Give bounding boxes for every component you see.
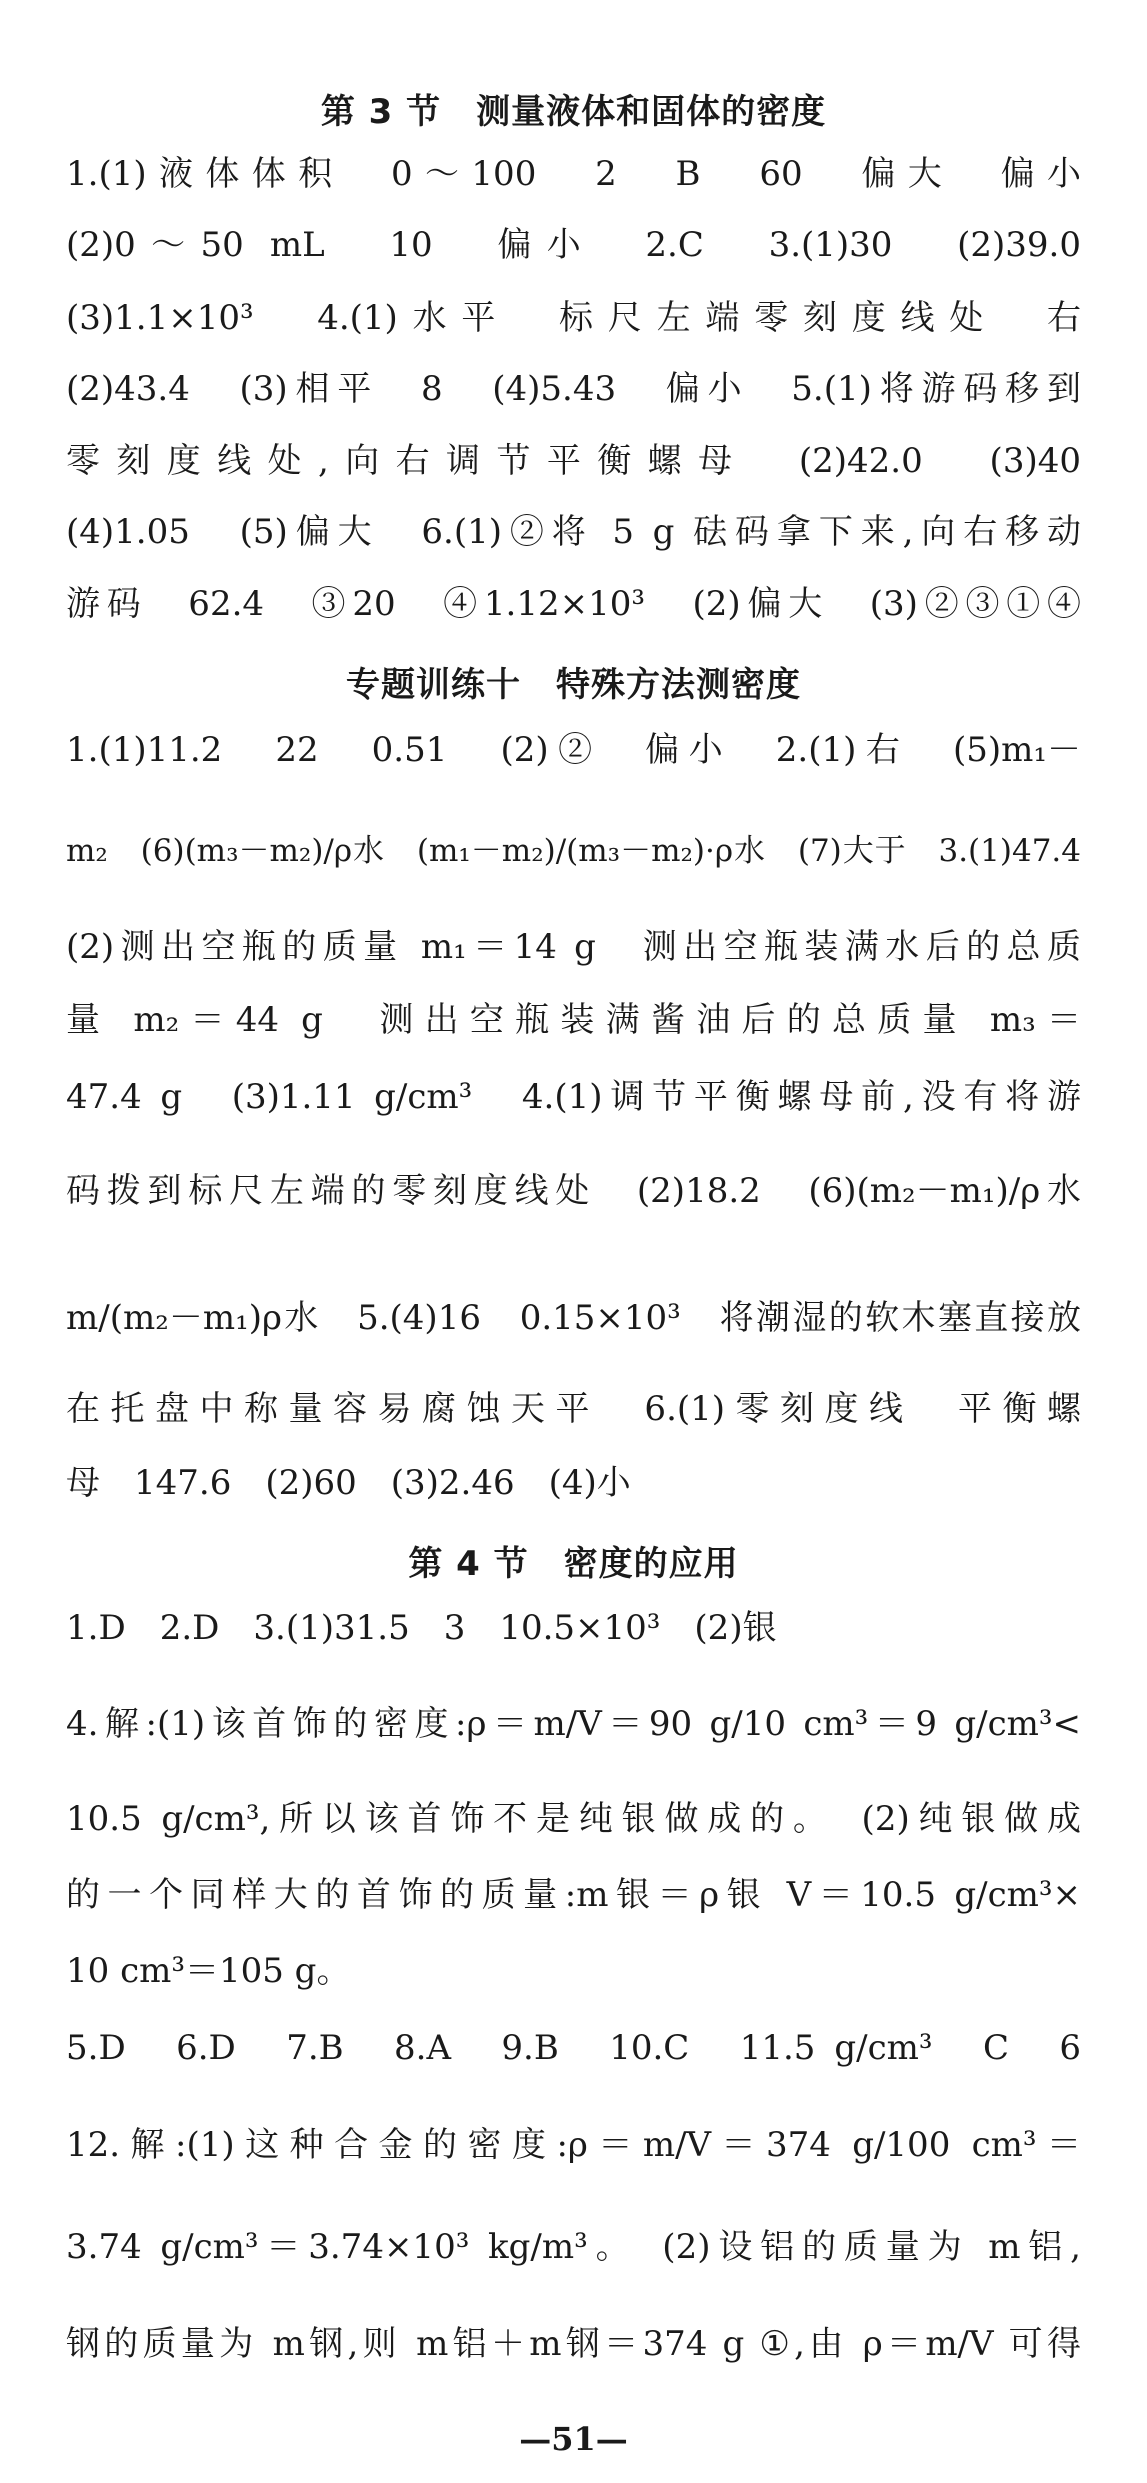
text-line: 1.(1)11.2 22 0.51 (2)② 偏小 2.(1)右 (5)m₁－ (66, 730, 1081, 770)
text-line: (2)0～50 mL 10 偏小 2.C 3.(1)30 (2)39.0 (66, 225, 1081, 265)
text-line: 码拨到标尺左端的零刻度线处 (2)18.2 (6)(m₂－m₁)/ρ水 (66, 1171, 1081, 1211)
text-line: m₂ (6)(m₃－m₂)/ρ水 (m₁－m₂)/(m₃－m₂)·ρ水 (7)大于 3.(1)47.4 (66, 833, 1081, 869)
text-line: (3)1.1×10³ 4.(1)水平 标尺左端零刻度线处 右 (66, 298, 1081, 338)
text-line: m/(m₂－m₁)ρ水 5.(4)16 0.15×10³ 将潮湿的软木塞直接放 (66, 1298, 1081, 1338)
page-number: —51— (519, 2420, 628, 2458)
text-line: 10 cm³＝105 g。 (66, 1951, 351, 1991)
section-heading-1: 第 3 节 测量液体和固体的密度 (320, 92, 827, 132)
section-heading-2: 专题训练十 特殊方法测密度 (346, 665, 801, 705)
text-line: 12.解:(1)这种合金的密度:ρ＝m/V＝374 g/100 cm³＝ (66, 2125, 1081, 2165)
text-line: 1.(1)液体体积 0～100 2 B 60 偏大 偏小 (66, 154, 1081, 194)
text-line: 母 147.6 (2)60 (3)2.46 (4)小 (66, 1463, 631, 1503)
text-line: 游码 62.4 ③20 ④1.12×10³ (2)偏大 (3)②③①④ (66, 584, 1081, 624)
text-line: 的一个同样大的首饰的质量:m银＝ρ银 V＝10.5 g/cm³× (66, 1875, 1081, 1915)
text-line: 量 m₂＝44 g 测出空瓶装满酱油后的总质量 m₃＝ (66, 1000, 1081, 1040)
text-line: 在托盘中称量容易腐蚀天平 6.(1)零刻度线 平衡螺 (66, 1389, 1081, 1429)
text-line: 1.D 2.D 3.(1)31.5 3 10.5×10³ (2)银 (66, 1608, 777, 1648)
text-line: (2)测出空瓶的质量 m₁＝14 g 测出空瓶装满水后的总质 (66, 927, 1081, 967)
section-heading-3: 第 4 节 密度的应用 (408, 1544, 739, 1584)
text-line: 钢的质量为 m钢,则 m铝＋m钢＝374 g ①,由 ρ＝m/V 可得 (66, 2324, 1081, 2364)
text-line: 10.5 g/cm³,所以该首饰不是纯银做成的。 (2)纯银做成 (66, 1799, 1081, 1839)
text-line: 4.解:(1)该首饰的密度:ρ＝m/V＝90 g/10 cm³＝9 g/cm³< (66, 1704, 1081, 1744)
text-line: (2)43.4 (3)相平 8 (4)5.43 偏小 5.(1)将游码移到 (66, 369, 1081, 409)
text-line: (4)1.05 (5)偏大 6.(1)②将 5 g 砝码拿下来,向右移动 (66, 512, 1081, 552)
text-line: 零刻度线处,向右调节平衡螺母 (2)42.0 (3)40 (66, 441, 1081, 481)
text-line: 5.D 6.D 7.B 8.A 9.B 10.C 11.5 g/cm³ C 6 (66, 2028, 1081, 2068)
text-line: 47.4 g (3)1.11 g/cm³ 4.(1)调节平衡螺母前,没有将游 (66, 1077, 1081, 1117)
text-line: 3.74 g/cm³＝3.74×10³ kg/m³。 (2)设铝的质量为 m铝, (66, 2227, 1081, 2267)
